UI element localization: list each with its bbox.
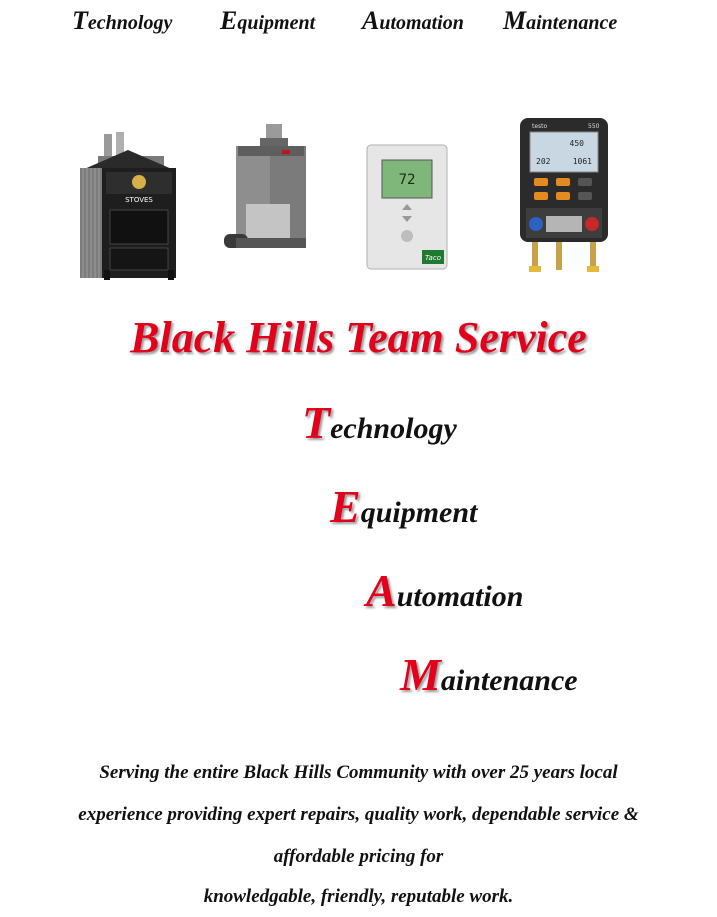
tagline-line: knowledgable, friendly, reputable work. — [203, 886, 514, 907]
team-word-technology — [302, 396, 457, 449]
team-initial: E — [330, 481, 361, 532]
page-title: Black Hills Team Service — [130, 313, 587, 362]
product-photos — [0, 112, 717, 282]
thermostat-display-value: 72 — [398, 172, 416, 188]
gauge-reading: 202 — [536, 157, 551, 166]
gauge-brand-label: testo — [532, 123, 548, 130]
team-word-maintenance — [400, 648, 578, 701]
nav-initial: M — [503, 6, 527, 35]
nav-rest: echnology — [87, 12, 173, 34]
team-rest: aintenance — [440, 664, 578, 697]
team-word-automation — [366, 564, 523, 617]
tagline-line: affordable pricing for — [273, 846, 444, 867]
boiler-image — [220, 124, 312, 260]
nav-initial: E — [220, 6, 238, 35]
nav-rest: utomation — [379, 12, 464, 34]
team-initial: A — [366, 565, 397, 616]
nav-item-automation — [362, 6, 464, 36]
team-rest: quipment — [360, 496, 478, 529]
thermostat-image — [366, 144, 448, 270]
tagline-line: experience providing expert repairs, quality work, dependable service & — [78, 804, 639, 825]
stove-brand-label: STOVES — [125, 196, 153, 204]
gauge-model-label: 550 — [588, 123, 600, 130]
nav-item-equipment — [220, 6, 315, 36]
team-initial: T — [302, 397, 331, 448]
nav-rest: quipment — [237, 12, 316, 34]
team-rest: utomation — [396, 580, 524, 613]
nav-initial: A — [362, 6, 380, 35]
manifold-gauge-image — [516, 116, 612, 276]
gauge-reading: 450 — [569, 139, 584, 148]
nav-rest: aintenance — [526, 12, 618, 34]
gauge-reading: 1061 — [572, 157, 592, 166]
header-nav — [0, 6, 717, 36]
nav-item-technology — [72, 6, 172, 36]
thermostat-brand-label: Taco — [425, 254, 441, 262]
nav-initial: T — [72, 6, 88, 35]
tagline-line: Serving the entire Black Hills Community with over 25 years local — [99, 762, 618, 783]
wood-stove-image — [76, 130, 180, 282]
nav-item-maintenance — [503, 6, 617, 36]
team-rest: echnology — [330, 412, 457, 445]
team-word-equipment — [330, 480, 477, 533]
team-initial: M — [400, 649, 441, 700]
